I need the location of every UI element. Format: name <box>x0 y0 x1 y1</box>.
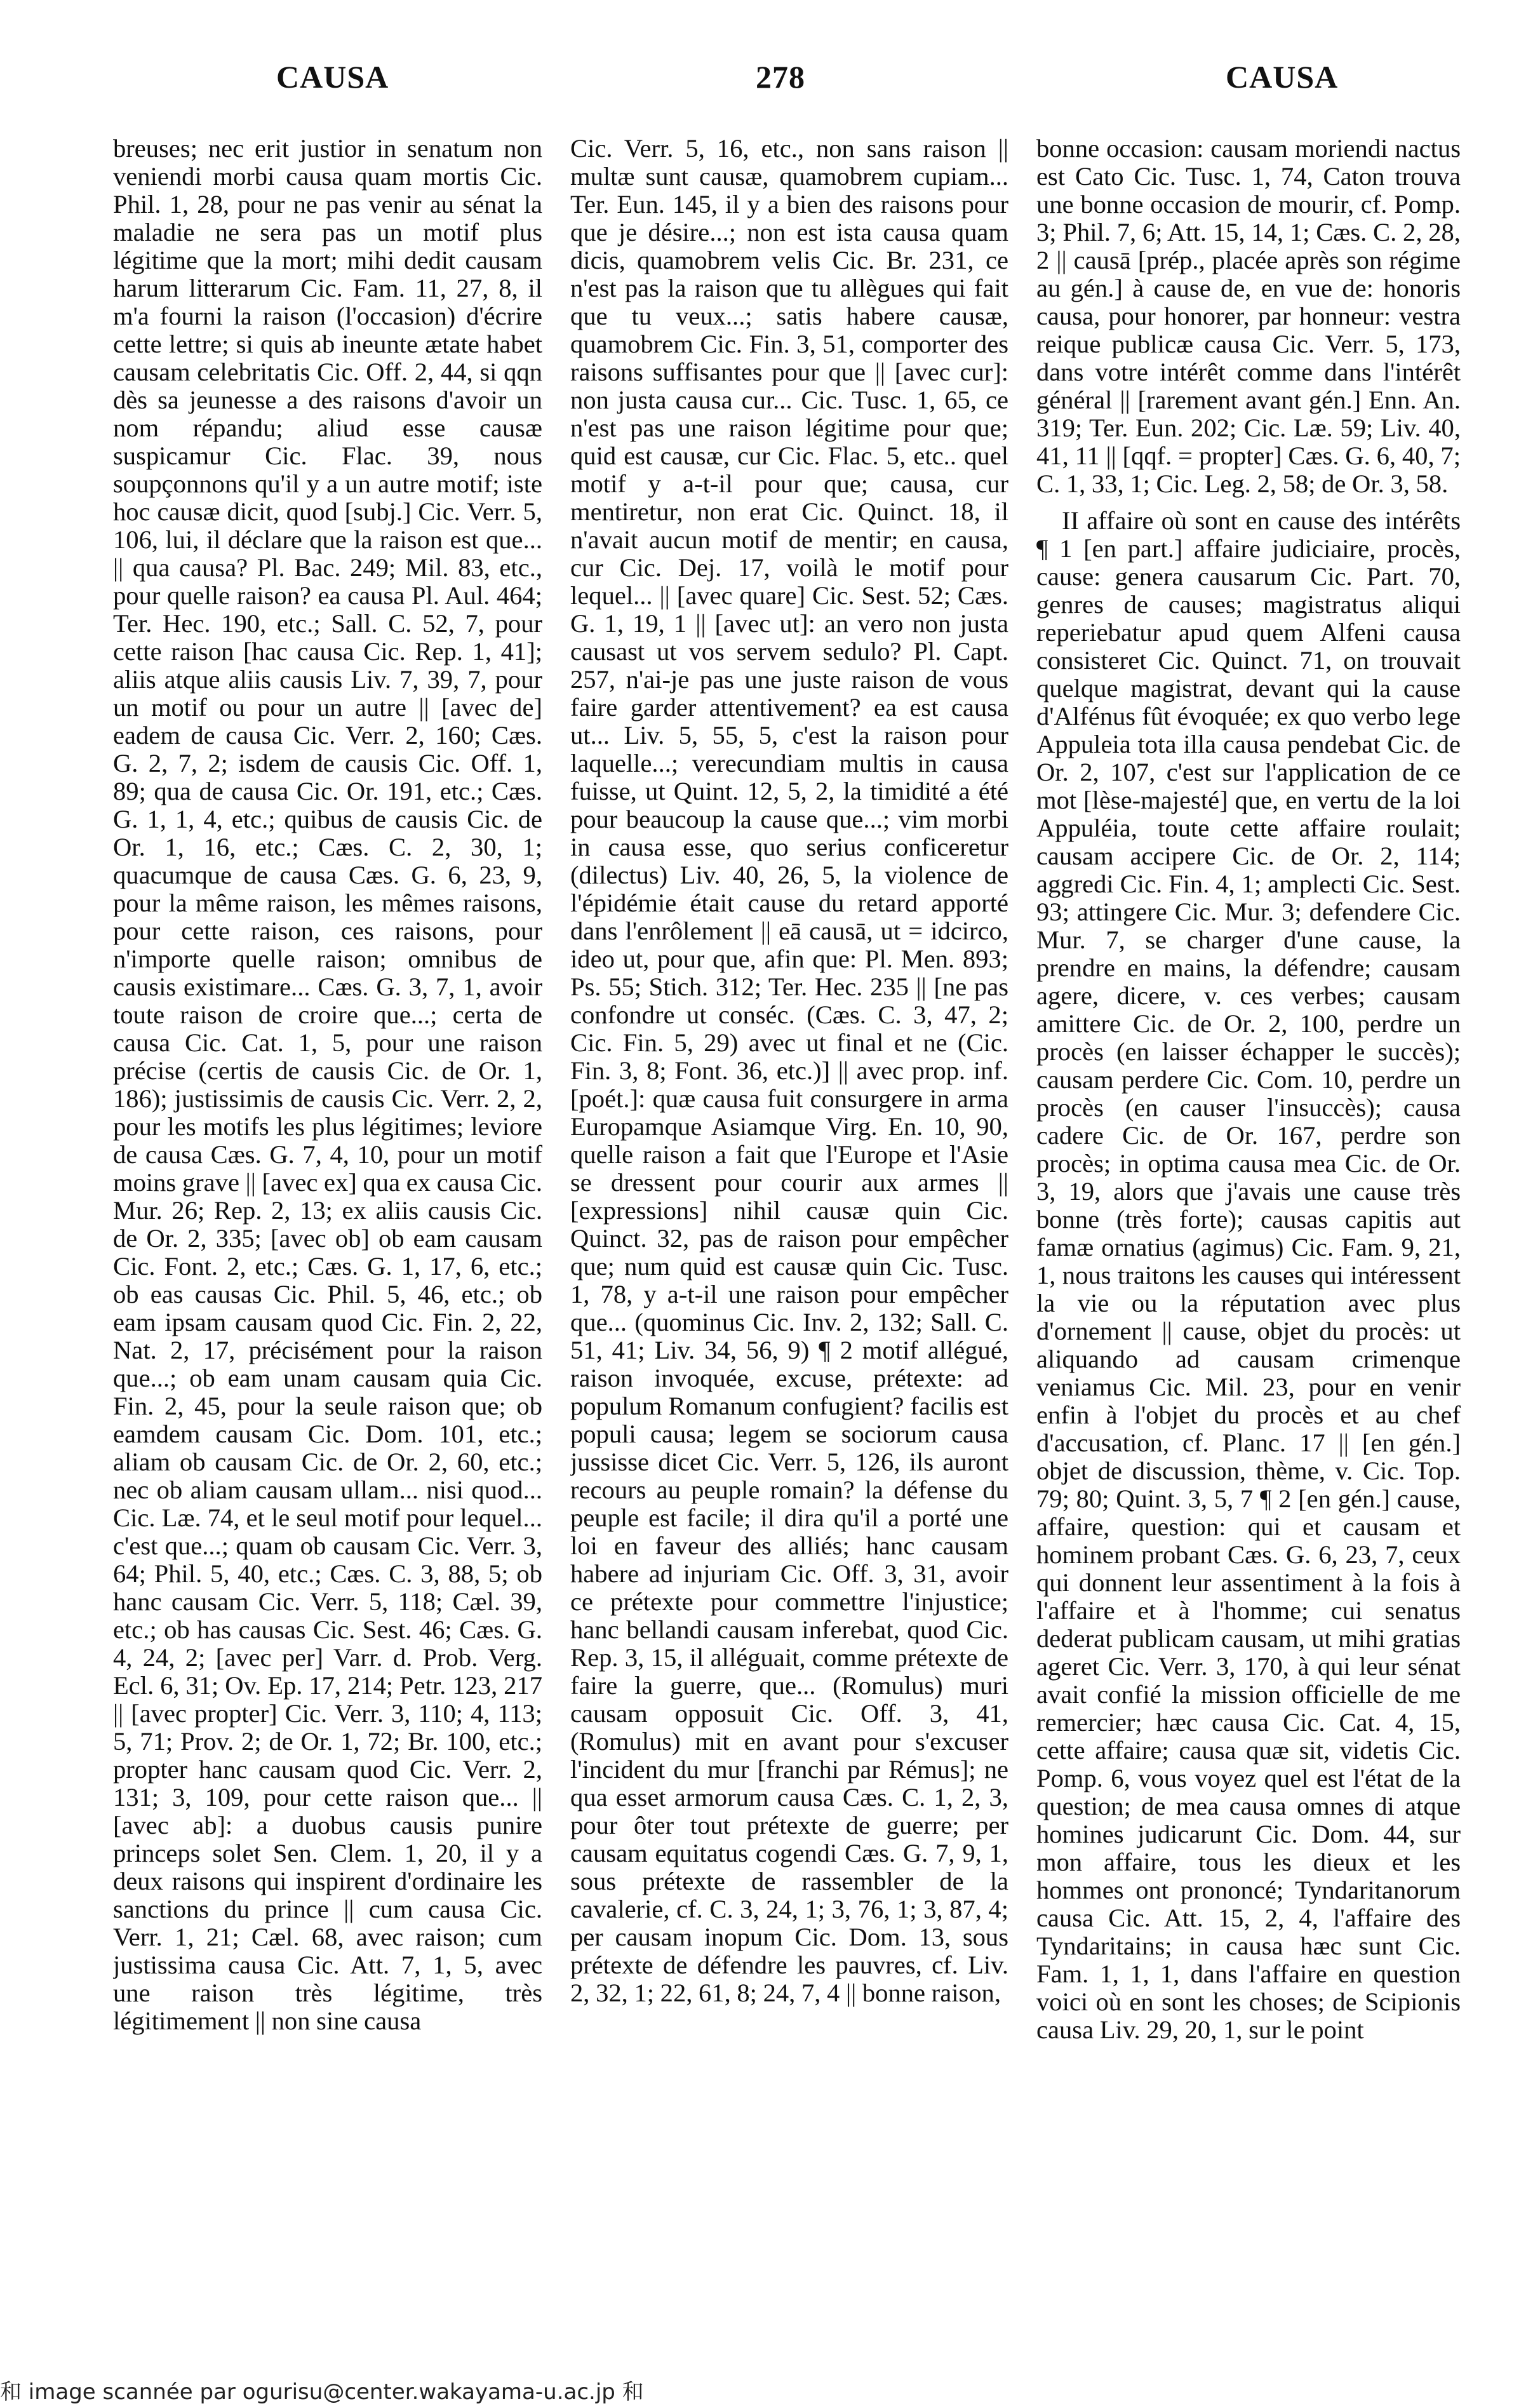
text-column-1 <box>113 135 542 2332</box>
page-number: 278 <box>756 59 805 95</box>
page-header <box>0 58 1540 109</box>
text-column-3 <box>1036 135 1461 2332</box>
column-3-paragraph-2: II affaire où sont en cause des intérêts ¶ 1 [en part.] affaire judiciaire, procès, cause: genera causarum Cic. Part. 70, genres de causes; magistratus aliqui reperiebatur apud quem Alfeni causa consisteret Cic. Quinct. 71, on trouvait quelque magistrat, devant qui la cause d'Alfénus fût évoquée; ex quo verbo lege Appuleia tota illa causa pendebat Cic. de Or. 2, 107, c'est sur l'application de ce mot [lèse-majesté] que, en vertu de la loi Appuléia, toute cette affaire roulait; causam accipere Cic. de Or. 2, 114; aggredi Cic. Fin. 4, 1; amplecti Cic. Sest. 93; attingere Cic. Mur. 3; defendere Cic. Mur. 7, se charger d'une cause, la prendre en mains, la défendre; causam agere, dicere, v. ces verbes; causam amittere Cic. de Or. 2, 100, perdre un procès (en laisser échapper le succès); causam perdere Cic. Com. 10, perdre un procès (en causer l'insuccès); causa cadere Cic. de Or. 167, perdre son procès; in optima causa mea Cic. de Or. 3, 19, alors que j'avais une cause très bonne (très forte); causas capitis aut famæ ornatius (agimus) Cic. Fam. 9, 21, 1, nous traitons les causes qui intéressent la vie ou la réputation avec plus d'ornement || cause, objet du procès: ut aliquando ad causam crimenque veniamus Cic. Mil. 23, pour en venir enfin à l'objet du procès et au chef d'accusation, cf. Planc. 17 || [en gén.] objet de discussion, thème, v. Cic. Top. 79; 80; Quint. 3, 5, 7 ¶ 2 [en gén.] cause, affaire, question: qui et causam et hominem probant Cæs. G. 6, 23, 7, ceux qui donnent leur assentiment à la fois à l'affaire et à l'homme; cui senatus dederat publicam causam, ut mihi gratias ageret Cic. Verr. 3, 170, à qui leur sénat avait confié la mission officielle de me remercier; hæc causa Cic. Cat. 4, 15, cette affaire; causa quæ sit, videtis Cic. Pomp. 6, vous voyez quel est l'état de la question; de mea causa omnes di atque homines judicarunt Cic. Dom. 44, sur mon affaire, tous les dieux et les hommes ont prononcé; Tyndaritanorum causa Cic. Att. 15, 2, 4, l'affaire des Tyndaritains; in causa hæc sunt Cic. Fam. 1, 1, 1, dans l'affaire en question voici où en sont les choses; de Scipionis causa Liv. 29, 20, 1, sur le point <box>1036 506 1461 2044</box>
header-right-word: CAUSA <box>1226 59 1339 95</box>
text-column-2 <box>570 135 1008 2332</box>
column-1-paragraph: breuses; nec erit justior in senatum non veniendi morbi causa quam mortis Cic. Phil. 1, 28, pour ne pas venir au sénat la maladie ne sera pas un motif plus légitime que la mort; mihi dedit causam harum litterarum Cic. Fam. 11, 27, 8, il m'a fourni la raison (l'occasion) d'écrire cette lettre; si quis ab ineunte ætate habet causam celebritatis Cic. Off. 2, 44, si qqn dès sa jeunesse a des raisons d'avoir un nom répandu; aliud esse causæ suspicamur Cic. Flac. 39, nous soupçonnons qu'il y a un autre motif; iste hoc causæ dicit, quod [subj.] Cic. Verr. 5, 106, lui, il déclare que la raison est que... || qua causa? Pl. Bac. 249; Mil. 83, etc., pour quelle raison? ea causa Pl. Aul. 464; Ter. Hec. 190, etc.; Sall. C. 52, 7, pour cette raison [hac causa Cic. Rep. 1, 41]; aliis atque aliis causis Liv. 7, 39, 7, pour un motif ou pour un autre || [avec de] eadem de causa Cic. Verr. 2, 160; Cæs. G. 2, 7, 2; isdem de causis Cic. Off. 1, 89; qua de causa Cic. Or. 191, etc.; Cæs. G. 1, 1, 4, etc.; quibus de causis Cic. de Or. 1, 16, etc.; Cæs. C. 2, 30, 1; quacumque de causa Cæs. G. 6, 23, 9, pour la même raison, les mêmes raisons, pour cette raison, ces raisons, pour n'importe quelle raison; omnibus de causis existimare... Cæs. G. 3, 7, 1, avoir toute raison de croire que...; certa de causa Cic. Cat. 1, 5, pour une raison précise (certis de causis Cic. de Or. 1, 186); justissimis de causis Cic. Verr. 2, 2, pour les motifs les plus légitimes; leviore de causa Cæs. G. 7, 4, 10, pour un motif moins grave || [avec ex] qua ex causa Cic. Mur. 26; Rep. 2, 13; ex aliis causis Cic. de Or. 2, 335; [avec ob] ob eam causam Cic. Font. 2, etc.; Cæs. G. 1, 17, 6, etc.; ob eas causas Cic. Phil. 5, 46, etc.; ob eam ipsam causam quod Cic. Fin. 2, 22, Nat. 2, 17, précisément pour la raison que...; ob eam unam causam quia Cic. Fin. 2, 45, pour la seule raison que; ob eamdem causam Cic. Dom. 101, etc.; aliam ob causam Cic. de Or. 2, 60, etc.; nec ob aliam causam ullam... nisi quod... Cic. Læ. 74, et le seul motif pour lequel... c'est que...; quam ob causam Cic. Verr. 3, 64; Phil. 5, 40, etc.; Cæs. C. 3, 88, 5; ob hanc causam Cic. Verr. 5, 118; Cæl. 39, etc.; ob has causas Cic. Sest. 46; Cæs. G. 4, 24, 2; [avec per] Varr. d. Prob. Verg. Ecl. 6, 31; Ov. Ep. 17, 214; Petr. 123, 217 || [avec propter] Cic. Verr. 3, 110; 4, 113; 5, 71; Prov. 2; de Or. 1, 72; Br. 100, etc.; propter hanc causam quod Cic. Verr. 2, 131; 3, 109, pour cette raison que... || [avec ab]: a duobus causis punire princeps solet Sen. Clem. 1, 20, il y a deux raisons qui inspirent d'ordinaire les sanctions du prince || cum causa Cic. Verr. 1, 21; Cæl. 68, avec raison; cum justissima causa Cic. Att. 7, 1, 5, avec une raison très légitime, très légitimement || non sine causa <box>113 135 542 2035</box>
header-left-word: CAUSA <box>276 59 389 95</box>
column-2-paragraph: Cic. Verr. 5, 16, etc., non sans raison || multæ sunt causæ, quamobrem cupiam... Ter. Eun. 145, il y a bien des raisons pour que je désire...; non est ista causa quam dicis, quamobrem velis Cic. Br. 231, ce n'est pas la raison que tu allègues qui fait que tu veux...; satis habere causæ, quamobrem Cic. Fin. 3, 51, comporter des raisons suffisantes pour que || [avec cur]: non justa causa cur... Cic. Tusc. 1, 65, ce n'est pas une raison légitime pour que; quid est causæ, cur Cic. Flac. 5, etc.. quel motif y a-t-il pour que; causa, cur mentiretur, non erat Cic. Quinct. 18, il n'avait aucun motif de mentir; en causa, cur Cic. Dej. 17, voilà le motif pour lequel... || [avec quare] Cic. Sest. 52; Cæs. G. 1, 19, 1 || [avec ut]: an vero non justa causast ut vos servem sedulo? Pl. Capt. 257, n'ai-je pas une juste raison de vous faire garder attentivement? ea est causa ut... Liv. 5, 55, 5, c'est la raison pour laquelle...; verecundiam multis in causa fuisse, ut Quint. 12, 5, 2, la timidité a été pour beaucoup la cause que...; vim morbi in causa esse, quo serius conficeretur (dilectus) Liv. 40, 26, 5, la violence de l'épidémie était cause du retard apporté dans l'enrôlement || eā causā, ut = idcirco, ideo ut, pour que, afin que: Pl. Men. 893; Ps. 55; Stich. 312; Ter. Hec. 235 || [ne pas confondre ut conséc. (Cæs. C. 3, 47, 2; Cic. Fin. 5, 29) avec ut final et ne (Cic. Fin. 3, 8; Font. 36, etc.)] || avec prop. inf. [poét.]: quæ causa fuit consurgere in arma Europamque Asiamque Virg. En. 10, 90, quelle raison a fait que l'Europe et l'Asie se dressent pour courir aux armes || [expressions] nihil causæ quin Cic. Quinct. 32, pas de raison pour empêcher que; num quid est causæ quin Cic. Tusc. 1, 78, y a-t-il une raison pour empêcher que... (quominus Cic. Inv. 2, 132; Sall. C. 51, 41; Liv. 34, 56, 9) ¶ 2 motif allégué, raison invoquée, excuse, prétexte: ad populum Romanum confugient? facilis est populi causa; legem se sociorum causa jussisse dicet Cic. Verr. 5, 126, ils auront recours au peuple romain? la défense du peuple est facile; il dira qu'il a porté une loi en faveur des alliés; hanc causam habere ad injuriam Cic. Off. 3, 31, avoir ce prétexte pour commettre l'injustice; hanc bellandi causam inferebat, quod Cic. Rep. 3, 15, il alléguait, comme prétexte de faire la guerre, que... (Romulus) muri causam opposuit Cic. Off. 3, 41, (Romulus) mit en avant pour s'excuser l'incident du mur [franchi par Rémus]; ne qua esset armorum causa Cæs. C. 1, 2, 3, pour ôter tout prétexte de guerre; per causam equitatus cogendi Cæs. G. 7, 9, 1, sous prétexte de rassembler de la cavalerie, cf. C. 3, 24, 1; 3, 76, 1; 3, 87, 4; per causam inopum Cic. Dom. 13, sous prétexte de défendre les pauvres, cf. Liv. 2, 32, 1; 22, 61, 8; 24, 7, 4 || bonne raison, <box>570 135 1008 2007</box>
scan-credit: 和 image scannée par ogurisu@center.wakayama-u.ac.jp 和 <box>0 2379 644 2405</box>
column-3-paragraph-1: bonne occasion: causam moriendi nactus est Cato Cic. Tusc. 1, 74, Caton trouva une bonne occasion de mourir, cf. Pomp. 3; Phil. 7, 6; Att. 15, 14, 1; Cæs. C. 2, 28, 2 || causā [prép., placée après son régime au gén.] à cause de, en vue de: honoris causa, pour honorer, par honneur: vestra reique publicæ causa Cic. Verr. 5, 173, dans votre intérêt comme dans l'intérêt général || [rarement avant gén.] Enn. An. 319; Ter. Eun. 202; Cic. Læ. 59; Liv. 40, 41, 11 || [qqf. = propter] Cæs. G. 6, 40, 7; C. 1, 33, 1; Cic. Leg. 2, 58; de Or. 3, 58. <box>1036 135 1461 498</box>
